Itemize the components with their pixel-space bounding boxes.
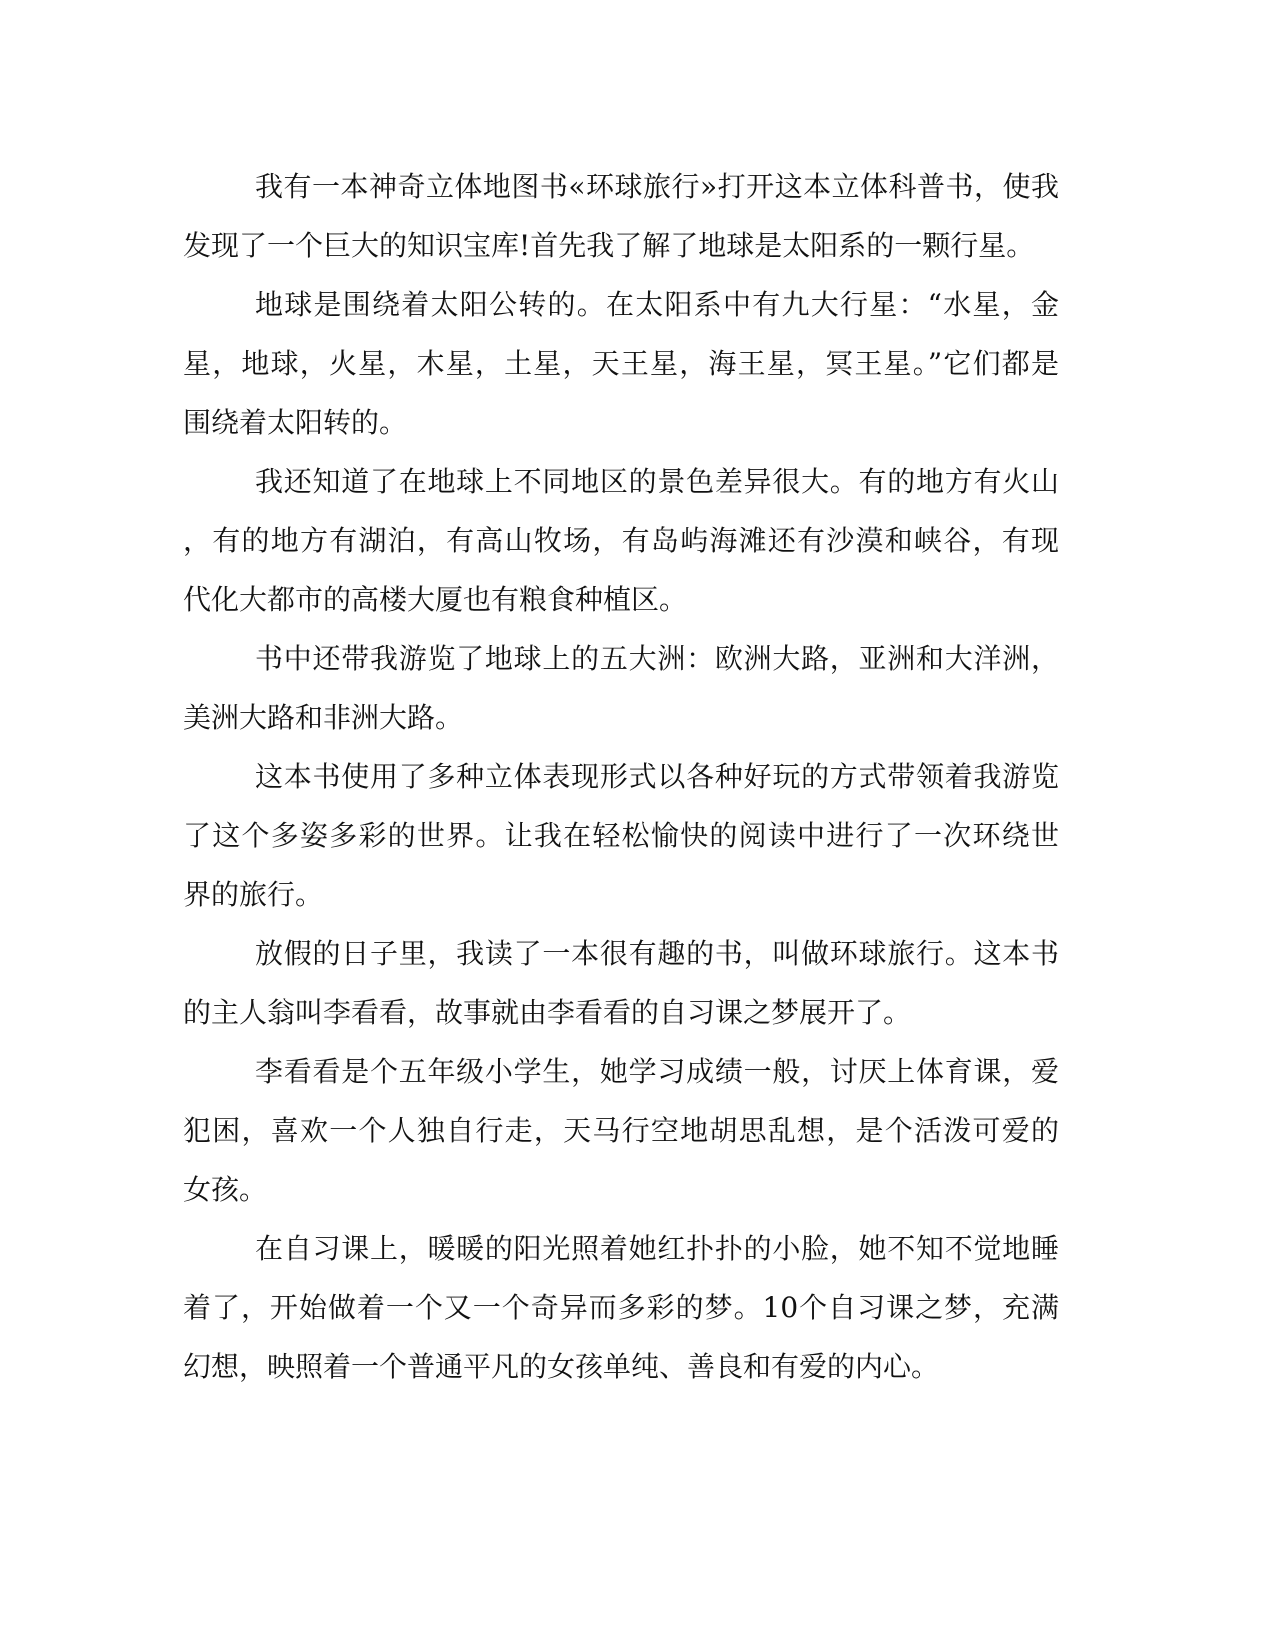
paragraph-line: 了这个多姿多彩的世界。让我在轻松愉快的阅读中进行了一次环绕世 [183, 819, 1059, 852]
paragraph-line: 在自习课上，暖暖的阳光照着她红扑扑的小脸，她不知不觉地睡 [255, 1232, 1059, 1265]
paragraph-line: 着了，开始做着一个又一个奇异而多彩的梦。10个自习课之梦，充满 [183, 1291, 1059, 1324]
paragraph-line: 这本书使用了多种立体表现形式以各种好玩的方式带领着我游览 [255, 760, 1059, 793]
document-body [183, 157, 1059, 1396]
paragraph-line: 界的旅行。 [183, 878, 324, 911]
paragraph-line: 发现了一个巨大的知识宝库!首先我了解了地球是太阳系的一颗行星。 [183, 229, 1035, 262]
paragraph-line: 幻想，映照着一个普通平凡的女孩单纯、善良和有爱的内心。 [183, 1350, 940, 1383]
paragraph-line: 放假的日子里，我读了一本很有趣的书，叫做环球旅行。这本书 [255, 937, 1059, 970]
paragraph-line: 我还知道了在地球上不同地区的景色差异很大。有的地方有火山 [255, 465, 1059, 498]
paragraph-line: 星，地球，火星，木星，土星，天王星，海王星，冥王星。”它们都是 [183, 347, 1059, 380]
paragraph-line: 犯困，喜欢一个人独自行走，天马行空地胡思乱想，是个活泼可爱的 [183, 1114, 1059, 1147]
paragraph-line: 女孩。 [183, 1173, 268, 1206]
paragraph-line: 代化大都市的高楼大厦也有粮食种植区。 [183, 583, 688, 616]
paragraph-line: ，有的地方有湖泊，有高山牧场，有岛屿海滩还有沙漠和峡谷，有现 [183, 524, 1059, 557]
paragraph-line: 李看看是个五年级小学生，她学习成绩一般，讨厌上体育课，爱 [255, 1055, 1059, 1088]
paragraph-line: 美洲大路和非洲大路。 [183, 701, 464, 734]
paragraph-line: 的主人翁叫李看看，故事就由李看看的自习课之梦展开了。 [183, 996, 912, 1029]
paragraph-line: 地球是围绕着太阳公转的。在太阳系中有九大行星：“水星，金 [255, 288, 1059, 321]
paragraph-line: 书中还带我游览了地球上的五大洲：欧洲大路，亚洲和大洋洲， [255, 642, 1059, 675]
paragraph-line: 我有一本神奇立体地图书«环球旅行»打开这本立体科普书，使我 [255, 170, 1059, 203]
paragraph-line: 围绕着太阳转的。 [183, 406, 408, 439]
